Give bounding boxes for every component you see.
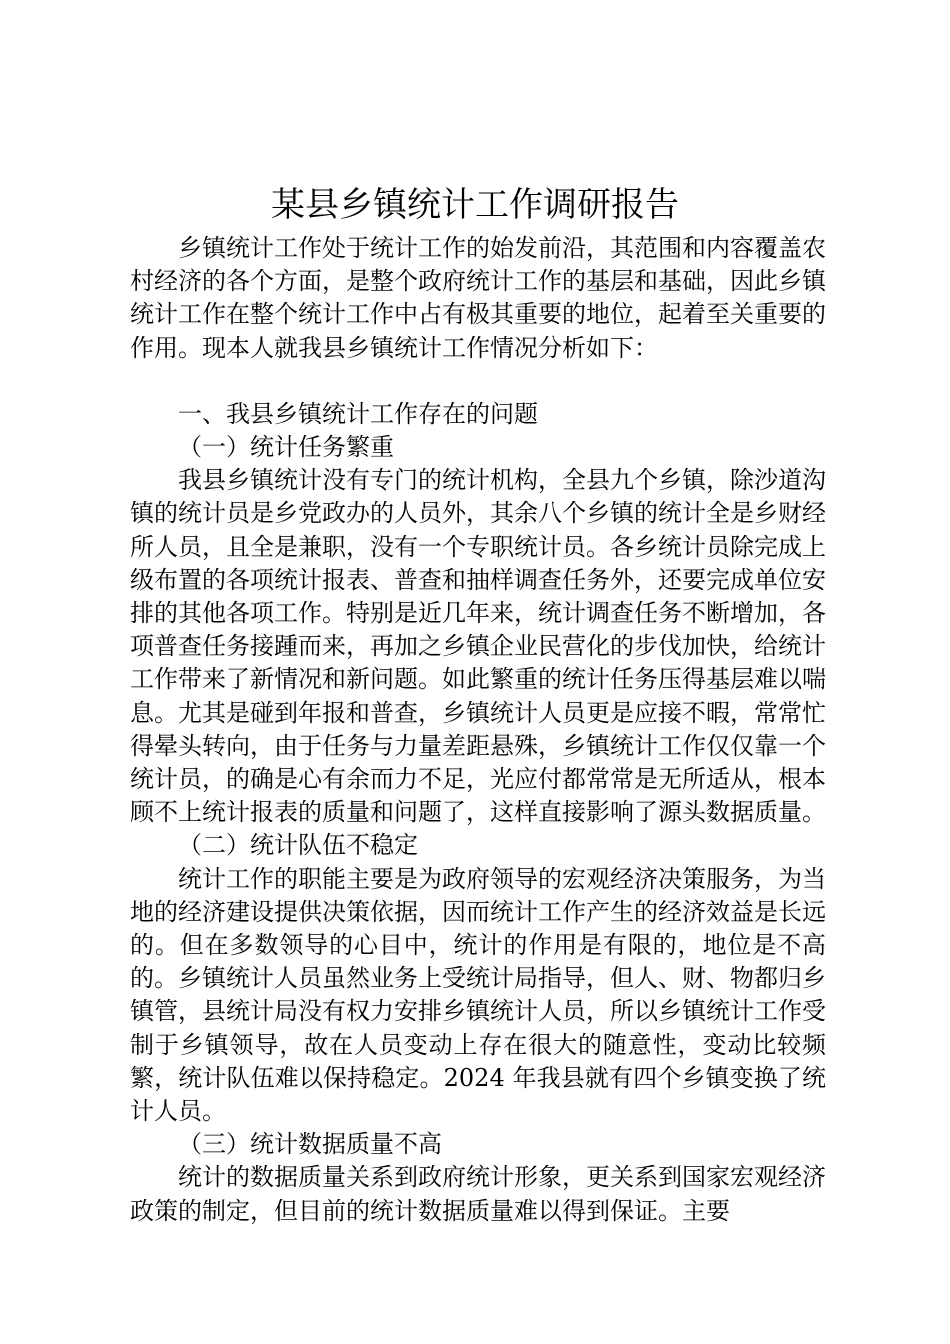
intro-paragraph: 乡镇统计工作处于统计工作的始发前沿，其范围和内容覆盖农村经济的各个方面，是整个政府统计工作的基层和基础，因此乡镇统计工作在整个统计工作中占有极其重要的地位，起着至关重要的作用。现本人就我县乡镇统计工作情况分析如下：: [130, 234, 826, 362]
subsection-heading-3: （三）统计数据质量不高: [178, 1130, 442, 1159]
subsection-paragraph-1: 我县乡镇统计没有专门的统计机构，全县九个乡镇，除沙道沟镇的统计员是乡党政办的人员外，其余八个乡镇的统计全是乡财经所人员，且全是兼职，没有一个专职统计员。各乡统计员除完成上级布置的各项统计报表、普查和抽样调查任务外，还要完成单位安排的其他各项工作。特别是近几年来，统计调查任务不断增加，各项普查任务接踵而来，再加之乡镇企业民营化的步伐加快，给统计工作带来了新情况和新问题。如此繁重的统计任务压得基层难以喘息。尤其是碰到年报和普查，乡镇统计人员更是应接不暇，常常忙得晕头转向，由于任务与力量差距悬殊，乡镇统计工作仅仅靠一个统计员，的确是心有余而力不足，光应付都常常是无所适从，根本顾不上统计报表的质量和问题了，这样直接影响了源头数据质量。: [130, 466, 826, 827]
subsection-paragraph-3: 统计的数据质量关系到政府统计形象，更关系到国家宏观经济政策的制定，但目前的统计数据质量难以得到保证。主要: [130, 1163, 826, 1225]
document-body: [130, 232, 826, 1228]
document-title: 某县乡镇统计工作调研报告: [271, 185, 679, 225]
section-heading: 一、我县乡镇统计工作存在的问题: [178, 399, 538, 428]
subsection-paragraph-2: 统计工作的职能主要是为政府领导的宏观经济决策服务，为当地的经济建设提供决策依据，因而统计工作产生的经济效益是长远的。但在多数领导的心目中，统计的作用是有限的，地位是不高的。乡镇统计人员虽然业务上受统计局指导，但人、财、物都归乡镇管，县统计局没有权力安排乡镇统计人员，所以乡镇统计工作受制于乡镇领导，故在人员变动上存在很大的随意性，变动比较频繁，统计队伍难以保持稳定。2024 年我县就有四个乡镇变换了统计人员。: [130, 864, 826, 1126]
subsection-heading-1: （一）统计任务繁重: [178, 433, 394, 462]
subsection-heading-2: （二）统计队伍不稳定: [178, 831, 418, 860]
